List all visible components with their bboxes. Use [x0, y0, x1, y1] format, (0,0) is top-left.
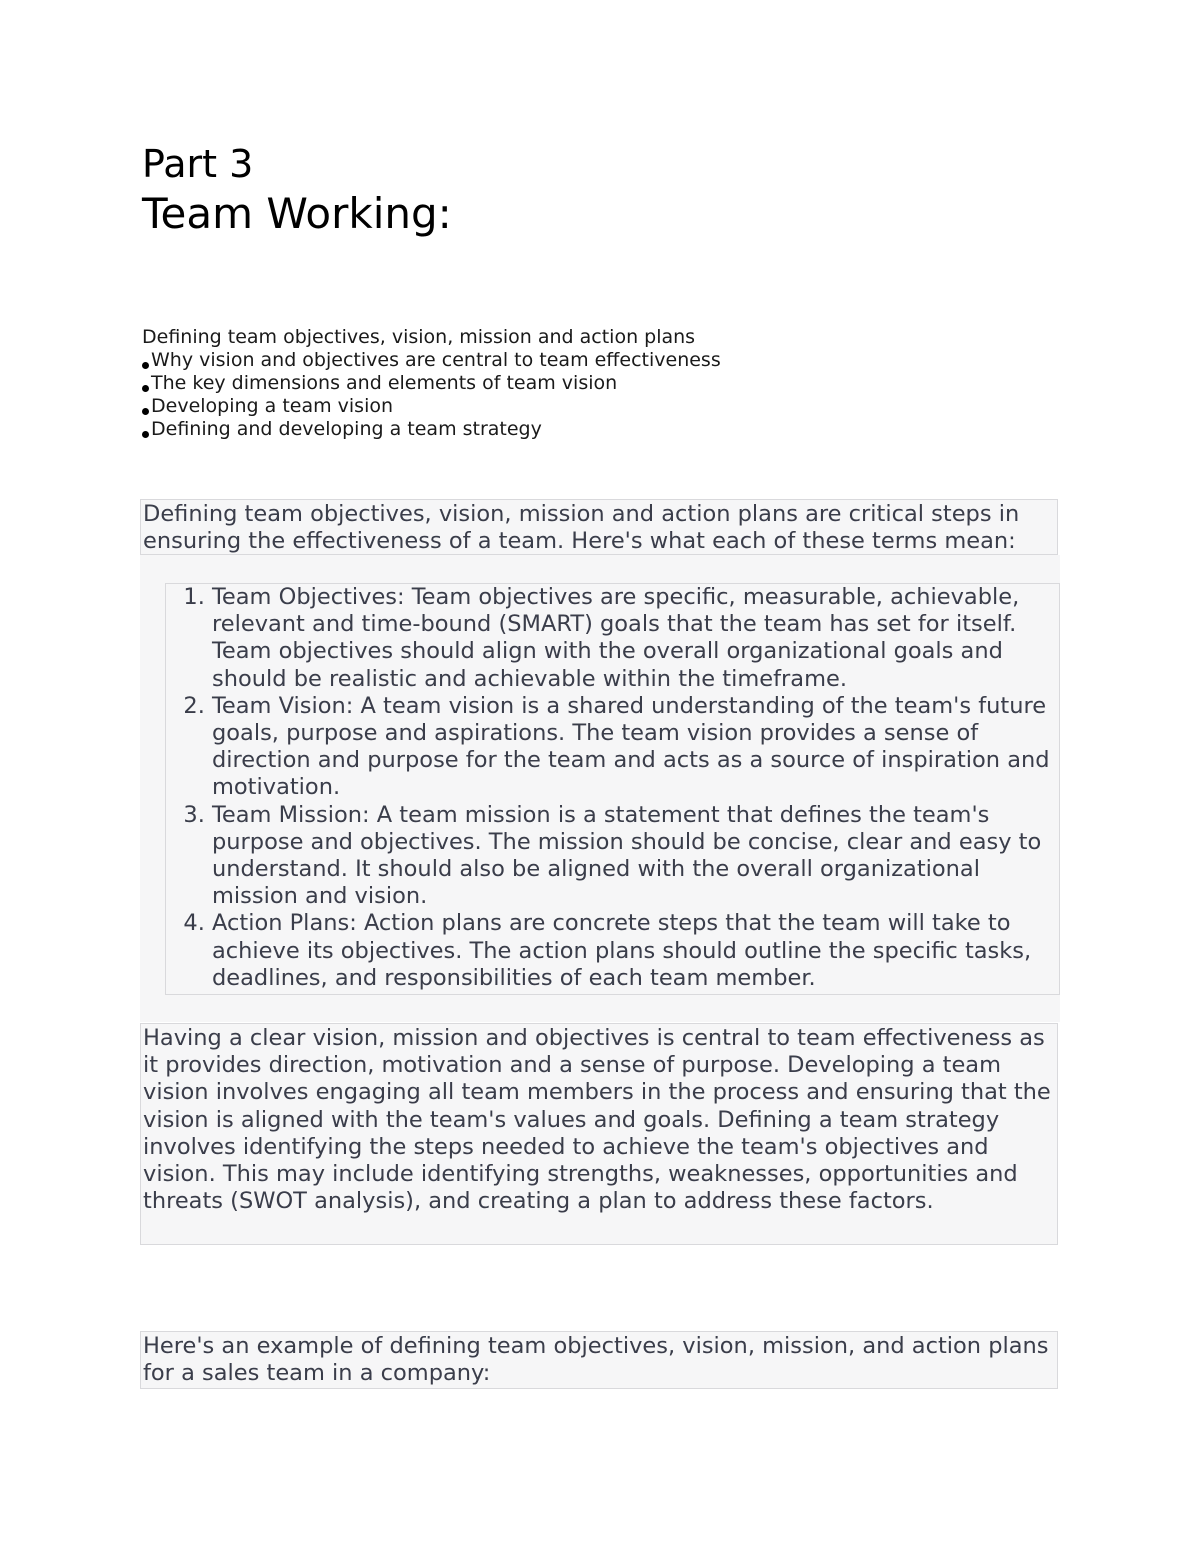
bullet-dot-icon	[142, 362, 149, 369]
outline-bullet-text: Why vision and objectives are central to team effectiveness	[151, 349, 721, 371]
outline-bullet-text: The key dimensions and elements of team vision	[151, 372, 618, 394]
example-box	[140, 1331, 1058, 1389]
outline-bullet-list	[142, 349, 721, 441]
term-item-action-plans: 4. Action Plans: Action plans are concrete steps that the team will take to achieve its objectives. The action plans should outline the specific tasks, deadlines, and responsibilities of each team member.	[212, 910, 1057, 992]
outline-bullet-item	[142, 349, 721, 372]
terms-box	[165, 583, 1060, 995]
bullet-dot-icon	[142, 431, 149, 438]
outline-bullet-item	[142, 372, 721, 395]
effectiveness-paragraph: Having a clear vision, mission and objectives is central to team effectiveness as it provides direction, motivation and a sense of purpose. Developing a team vision involves engaging all team members in the process and ensuring that the vision is aligned with the team's values and goals. Defining a team strategy involves identifying the steps needed to achieve the team's objectives and vision. This may include identifying strengths, weaknesses, opportunities and threats (SWOT analysis), and creating a plan to address these factors.	[143, 1025, 1051, 1215]
intro-box	[140, 499, 1058, 555]
outline-bullet-text: Defining and developing a team strategy	[151, 418, 542, 440]
topic-outline	[142, 326, 721, 441]
intro-paragraph: Defining team objectives, vision, mission and action plans are critical steps in ensuring the effectiveness of a team. Here's what each of these terms mean:	[143, 501, 1020, 555]
bullet-dot-icon	[142, 408, 149, 415]
outline-bullet-item	[142, 418, 721, 441]
term-item-objectives: 1. Team Objectives: Team objectives are specific, measurable, achievable, relevant and time-bound (SMART) goals that the team has set for itself. Team objectives should align with the overall organizational goals and should be realistic and achievable within the timeframe.	[212, 584, 1057, 693]
bullet-dot-icon	[142, 385, 149, 392]
effectiveness-box	[140, 1023, 1058, 1245]
outline-heading: Defining team objectives, vision, mission and action plans	[142, 326, 696, 348]
outline-bullet-text: Developing a team vision	[151, 395, 394, 417]
part-label: Part 3	[142, 142, 254, 186]
example-paragraph: Here's an example of defining team objectives, vision, mission, and action plans for a sales team in a company:	[143, 1333, 1049, 1387]
outline-bullet-item	[142, 395, 721, 418]
terms-list	[166, 584, 1057, 992]
term-item-mission: 3. Team Mission: A team mission is a statement that defines the team's purpose and objectives. The mission should be concise, clear and easy to understand. It should also be aligned with the overall organizational mission and vision.	[212, 802, 1057, 911]
term-item-vision: 2. Team Vision: A team vision is a shared understanding of the team's future goals, purpose and aspirations. The team vision provides a sense of direction and purpose for the team and acts as a source of inspiration and motivation.	[212, 693, 1057, 802]
page-title: Team Working:	[142, 189, 452, 238]
